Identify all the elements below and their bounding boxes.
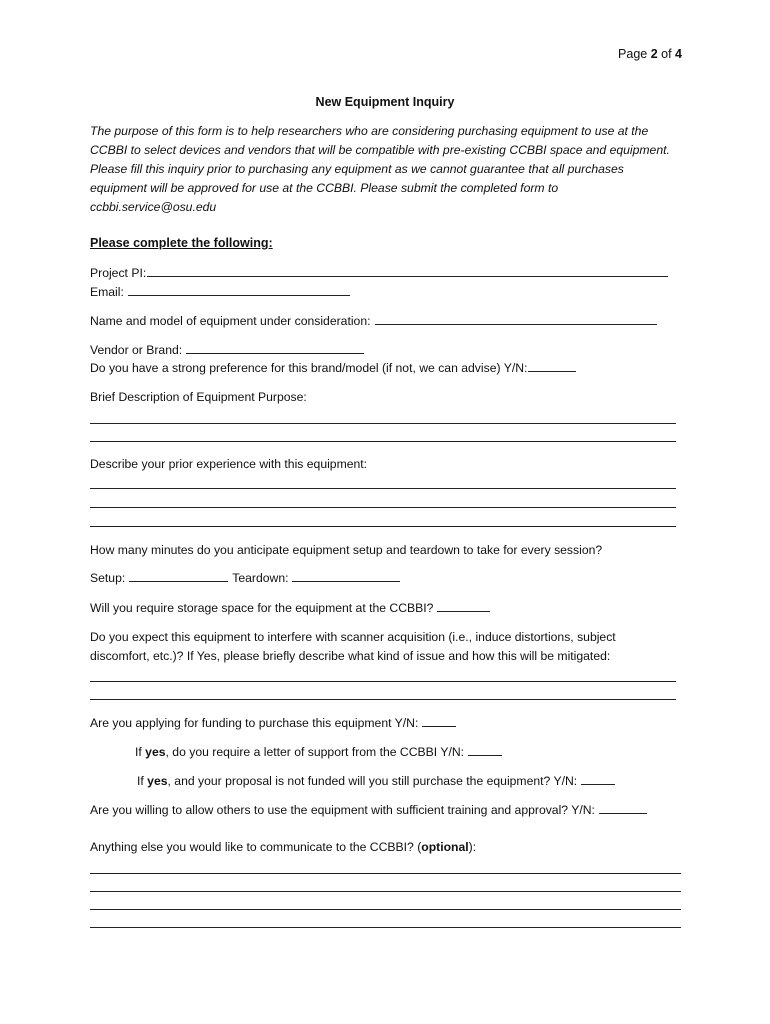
page-separator: of	[657, 47, 676, 61]
purpose-line-2[interactable]	[90, 441, 676, 442]
proposal-label: , and your proposal is not funded will you still purchase the equipment? Y/N:	[167, 774, 578, 788]
letter-field[interactable]	[468, 744, 502, 756]
page-current: 2	[650, 47, 658, 61]
anything-line-3[interactable]	[90, 909, 681, 910]
vendor-label: Vendor or Brand:	[90, 343, 183, 357]
email-row	[90, 283, 350, 301]
name-model-label: Name and model of equipment under consideration:	[90, 314, 371, 328]
project-pi-row	[90, 264, 668, 282]
vendor-row	[90, 341, 364, 359]
preference-field[interactable]	[528, 360, 576, 372]
anything-label-suffix: ):	[468, 840, 477, 854]
vendor-field[interactable]	[186, 342, 364, 354]
storage-field[interactable]	[437, 600, 490, 612]
purpose-label: Brief Description of Equipment Purpose:	[90, 390, 307, 404]
intro-paragraph: The purpose of this form is to help researchers who are considering purchasing equipment to use at the CCBBI to select devices and vendors that will be compatible with pre-existing CCBBI space and equipment. Please fill this inquiry prior to purchasing any equipment as we cannot guarantee that all purchases equipment will be approved for use at the CCBBI. Please submit the completed form to ccbbi.service@osu.edu	[90, 124, 670, 214]
anything-line-1[interactable]	[90, 873, 681, 874]
anything-label-prefix: Anything else you would like to communicate to the CCBBI? (	[90, 840, 422, 854]
setup-label: Setup:	[90, 571, 126, 585]
name-model-row	[90, 312, 657, 330]
yes-emphasis: yes	[145, 745, 166, 759]
name-model-field[interactable]	[375, 313, 657, 325]
interfere-question-line-2: discomfort, etc.)? If Yes, please briefly describe what kind of issue and how this will be mitigated:	[90, 649, 611, 663]
setup-field[interactable]	[129, 570, 228, 582]
if-word: If	[137, 774, 148, 788]
project-pi-field[interactable]	[147, 265, 668, 277]
yes-emphasis: yes	[147, 774, 168, 788]
optional-emphasis: optional	[421, 840, 469, 854]
interfere-line-1[interactable]	[90, 681, 676, 682]
allow-others-label: Are you willing to allow others to use the equipment with sufficient training and approval? Y/N:	[90, 803, 595, 817]
storage-label: Will you require storage space for the equipment at the CCBBI?	[90, 601, 434, 615]
anything-line-4[interactable]	[90, 927, 681, 928]
funding-label: Are you applying for funding to purchase this equipment Y/N:	[90, 716, 419, 730]
form-title: New Equipment Inquiry	[315, 95, 455, 109]
page-number	[618, 47, 682, 61]
anything-row	[90, 838, 476, 856]
preference-row	[90, 359, 576, 377]
interfere-line-2[interactable]	[90, 699, 676, 700]
page-total: 4	[675, 47, 682, 61]
email-label: Email:	[90, 285, 124, 299]
if-word: If	[135, 745, 146, 759]
purpose-line-1[interactable]	[90, 423, 676, 424]
funding-row	[90, 714, 456, 732]
page-prefix: Page	[618, 47, 651, 61]
teardown-label: Teardown:	[232, 571, 289, 585]
experience-line-3[interactable]	[90, 526, 676, 527]
experience-label: Describe your prior experience with this equipment:	[90, 457, 368, 471]
email-field[interactable]	[128, 284, 350, 296]
allow-others-field[interactable]	[599, 802, 647, 814]
project-pi-label: Project PI:	[90, 266, 147, 280]
section-heading: Please complete the following:	[90, 236, 273, 250]
minutes-question: How many minutes do you anticipate equipment setup and teardown to take for every session?	[90, 543, 603, 557]
anything-line-2[interactable]	[90, 891, 681, 892]
letter-row	[135, 743, 502, 761]
proposal-field[interactable]	[581, 773, 615, 785]
allow-others-row	[90, 801, 647, 819]
setup-teardown-row	[90, 569, 400, 587]
interfere-question-line-1: Do you expect this equipment to interfere with scanner acquisition (i.e., induce distortions, subject	[90, 630, 616, 644]
experience-line-2[interactable]	[90, 507, 676, 508]
proposal-row	[137, 772, 615, 790]
teardown-field[interactable]	[292, 570, 400, 582]
storage-row	[90, 599, 490, 617]
letter-label: , do you require a letter of support from the CCBBI Y/N:	[165, 745, 465, 759]
experience-line-1[interactable]	[90, 488, 676, 489]
preference-label: Do you have a strong preference for this brand/model (if not, we can advise) Y/N:	[90, 361, 528, 375]
funding-field[interactable]	[422, 715, 456, 727]
